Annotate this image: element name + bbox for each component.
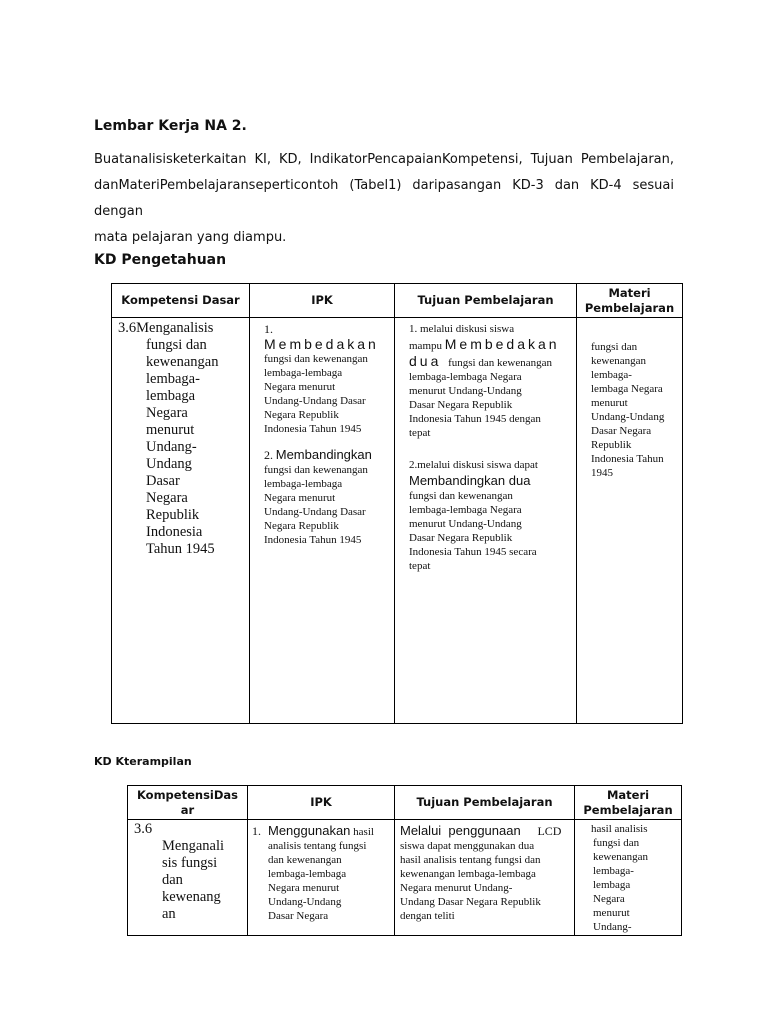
tujuan-verb: Membandingkan dua <box>409 473 531 488</box>
ipk-line: Negara menurut <box>264 492 336 504</box>
tujuan-intro: 2.melalui diskusi siswa dapat <box>409 459 538 471</box>
tujuan-line: kewenangan lembaga-lembaga <box>400 868 536 880</box>
instruction-line: mata pelajaran yang diampu. <box>94 230 287 245</box>
tujuan-line: menurut Undang-Undang <box>409 385 522 397</box>
section-heading-keterampilan: KD Kterampilan <box>94 755 192 768</box>
kd-line: lembaga <box>146 388 196 404</box>
tujuan-line: siswa dapat menggunakan dua <box>400 840 535 852</box>
materi-line: Dasar Negara <box>591 425 652 437</box>
materi-line: hasil analisis <box>591 823 648 835</box>
kd-line: kewenang <box>162 889 221 905</box>
instruction-line: danMateriPembelajaranseperticontoh (Tabel1) daripasangan KD-3 dan KD-4 sesuai dengan <box>94 178 674 219</box>
kd-line: Republik <box>146 507 200 523</box>
header-ipk: IPK <box>248 786 395 820</box>
header-materi: Materi Pembelajaran <box>577 284 683 318</box>
cell-materi <box>577 318 683 724</box>
instruction-paragraph <box>94 147 674 251</box>
ipk-line: fungsi dan kewenangan <box>264 464 368 476</box>
ipk-line: lembaga-lembaga <box>264 367 343 379</box>
kd-number: 3.6 <box>118 320 137 336</box>
kd-line: Undang- <box>146 439 197 455</box>
materi-line: menurut <box>593 907 630 919</box>
ipk-line: Undang-Undang Dasar <box>264 395 366 407</box>
ipk-line: lembaga-lembaga <box>264 478 343 490</box>
worksheet-title: Lembar Kerja NA 2. <box>94 118 247 134</box>
header-kd-line: KompetensiDas <box>136 787 239 802</box>
tujuan-line: lembaga-lembaga Negara <box>409 504 522 516</box>
header-kd-line: ar <box>180 802 195 817</box>
ipk-line: Undang-Undang <box>268 896 342 908</box>
tujuan-line: lembaga-lembaga Negara <box>409 371 522 383</box>
instruction-line: Buatanalisisketerkaitan KI, KD, IndikatorPencapaianKompetensi, Tujuan Pembelajaran, <box>94 152 674 167</box>
materi-line: Republik <box>591 439 632 451</box>
tujuan-line: menurut Undang-Undang <box>409 518 522 530</box>
tujuan-line: Dasar Negara Republik <box>409 399 513 411</box>
ipk-line: Dasar Negara <box>268 910 329 922</box>
materi-line: Negara <box>593 893 625 905</box>
ipk-line: Negara Republik <box>264 409 339 421</box>
tujuan-line: tepat <box>409 427 431 439</box>
kd-line: kewenangan <box>146 354 219 370</box>
tujuan-line: Negara menurut Undang- <box>400 882 513 894</box>
kd-line: Negara <box>146 405 188 421</box>
table-row <box>112 318 683 724</box>
kd-line: Undang <box>146 456 192 472</box>
ipk-item-number: 1. <box>252 824 261 838</box>
ipk-item-verb: Membedakan <box>264 336 379 352</box>
tujuan-text: LCD <box>537 824 562 838</box>
kd-line: Menganalisis <box>136 320 214 336</box>
ipk-item-verb: Menggunakan <box>268 823 351 838</box>
kd-line: Menganali <box>162 838 225 854</box>
kd-line: Indonesia <box>146 524 203 540</box>
kd-line: Negara <box>146 490 188 506</box>
materi-line: fungsi dan <box>593 837 640 849</box>
ipk-line: fungsi dan kewenangan <box>264 353 368 365</box>
ipk-line: Negara Republik <box>264 520 339 532</box>
materi-line: 1945 <box>591 467 613 479</box>
kd-number: 3.6 <box>134 821 153 837</box>
materi-line: Indonesia Tahun <box>591 453 664 465</box>
kd-line: fungsi dan <box>146 337 207 353</box>
tujuan-text: Melalui penggunaan <box>400 823 521 838</box>
materi-line: kewenangan <box>593 851 648 863</box>
table-header-row <box>128 786 682 820</box>
ipk-line: Negara menurut <box>264 381 336 393</box>
cell-ipk <box>248 820 395 936</box>
tujuan-line: hasil analisis tentang fungsi dan <box>400 854 541 866</box>
table-row <box>128 820 682 936</box>
section-heading-pengetahuan: KD Pengetahuan <box>94 252 227 268</box>
ipk-text: hasil <box>353 826 374 838</box>
tujuan-verb: dua <box>409 353 442 369</box>
kd-line: Tahun 1945 <box>146 541 215 557</box>
ipk-line: Undang-Undang Dasar <box>264 506 366 518</box>
ipk-item-number: 1. <box>264 322 273 336</box>
header-tujuan: Tujuan Pembelajaran <box>395 786 575 820</box>
tujuan-line: Indonesia Tahun 1945 dengan <box>409 413 541 425</box>
kd-line: sis fungsi <box>162 855 218 871</box>
ipk-item-number: 2. <box>264 448 273 462</box>
header-kompetensi-dasar <box>128 786 248 820</box>
ipk-line: analisis tentang fungsi <box>268 840 367 852</box>
table-pengetahuan <box>111 283 683 724</box>
cell-materi <box>575 820 682 936</box>
tujuan-text: fungsi dan kewenangan <box>448 357 552 369</box>
materi-line: fungsi dan <box>591 341 638 353</box>
materi-line: kewenangan <box>591 355 646 367</box>
materi-line: lembaga- <box>591 369 632 381</box>
tujuan-line: Indonesia Tahun 1945 secara <box>409 546 537 558</box>
kd-line: menurut <box>146 422 195 438</box>
materi-line: lembaga <box>593 879 631 891</box>
tujuan-line: fungsi dan kewenangan <box>409 490 513 502</box>
tujuan-line: dengan teliti <box>400 910 455 922</box>
kd-line: lembaga- <box>146 371 200 387</box>
tujuan-line: Dasar Negara Republik <box>409 532 513 544</box>
cell-kompetensi-dasar <box>128 820 248 936</box>
ipk-line: Indonesia Tahun 1945 <box>264 534 362 546</box>
ipk-line: Negara menurut <box>268 882 340 894</box>
table-keterampilan <box>127 785 682 936</box>
tujuan-text: mampu <box>409 340 442 352</box>
header-kompetensi-dasar: Kompetensi Dasar <box>112 284 250 318</box>
header-materi: Materi Pembelajaran <box>575 786 682 820</box>
tujuan-intro: 1. melalui diskusi siswa <box>409 323 515 335</box>
kd-line: Dasar <box>146 473 180 489</box>
cell-tujuan <box>395 820 575 936</box>
kd-line: an <box>162 906 176 922</box>
ipk-line: dan kewenangan <box>268 854 342 866</box>
materi-line: Undang- <box>593 921 632 933</box>
cell-ipk <box>250 318 395 724</box>
header-tujuan: Tujuan Pembelajaran <box>395 284 577 318</box>
materi-line: menurut <box>591 397 628 409</box>
cell-kompetensi-dasar <box>112 318 250 724</box>
tujuan-line: Undang Dasar Negara Republik <box>400 896 541 908</box>
table-header-row <box>112 284 683 318</box>
materi-line: lembaga- <box>593 865 634 877</box>
header-ipk: IPK <box>250 284 395 318</box>
tujuan-line: tepat <box>409 560 431 572</box>
tujuan-verb: Membedakan <box>444 336 560 352</box>
materi-line: lembaga Negara <box>591 383 663 395</box>
materi-line: Undang-Undang <box>591 411 665 423</box>
ipk-item-verb: Membandingkan <box>275 447 372 462</box>
kd-line: dan <box>162 872 183 888</box>
ipk-line: Indonesia Tahun 1945 <box>264 423 362 435</box>
ipk-line: lembaga-lembaga <box>268 868 347 880</box>
cell-tujuan <box>395 318 577 724</box>
